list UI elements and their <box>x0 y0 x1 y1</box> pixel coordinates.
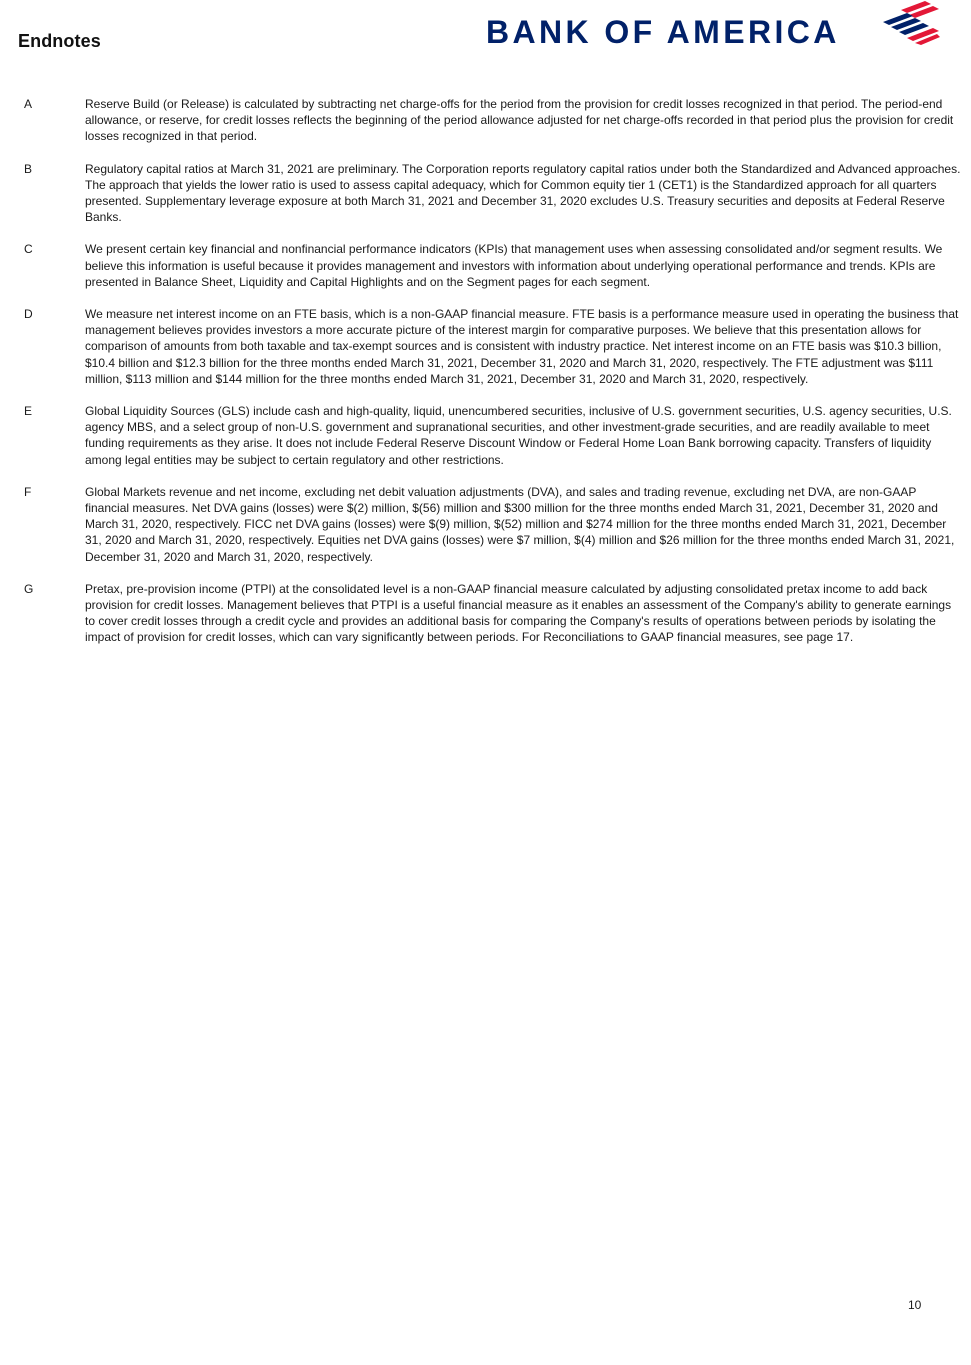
endnote-text: Global Liquidity Sources (GLS) include cash and high-quality, liquid, unencumbered securities, inclusive of U.S. government securities, U.S. agency securities, U.S. agency MBS, and a select group of non-U.S. government and supranational securities, and other investment-grade securities, and are readily available to meet funding requirements as they arise. It does not include Federal Reserve Discount Window or Federal Home Loan Bank borrowing capacity. Transfers of liquidity among legal entities may be subject to certain regulatory and other restrictions. <box>85 404 952 467</box>
endnote-d <box>0 306 971 387</box>
endnote-b <box>0 161 971 226</box>
endnote-letter: A <box>24 97 33 111</box>
flag-logo-icon <box>879 0 941 50</box>
endnote-letter: F <box>24 484 32 499</box>
page-title: Endnotes <box>18 31 101 51</box>
endnote-letter: E <box>24 404 33 419</box>
endnote-c <box>0 241 971 290</box>
page-number: 10 <box>908 1298 922 1312</box>
logo-wordmark: BANK OF AMERICA <box>486 14 840 50</box>
endnote-text: Global Markets revenue and net income, excluding net debit valuation adjustments (DVA), and sales and trading revenue, excluding net DVA, are non-GAAP financial measures. Net DVA gains (losses) were $(2) million, $(56) million and $300 million for the three months ended March 31, 2021, December 31, 2020 and March 31, 2020, respectively. FICC net DVA gains (losses) were $(9) million, $(52) million and $274 million for the three months ended March 31, 2021, December 31, 2020 and March 31, 2020, respectively. Equities net DVA gains (losses) were $7 million, $(4) million and $26 million for the three months ended March 31, 2021, December 31, 2020 and March 31, 2020, respectively. <box>85 484 955 564</box>
endnote-text: We measure net interest income on an FTE basis, which is a non-GAAP financial measure. FTE basis is a performance measure used in operating the business that management believes provides investors a more accurate picture of the interest margin for comparative purposes. We believe that this presentation allows for comparison of amounts from both taxable and tax-exempt sources and is consistent with industry practice. Net interest income on an FTE basis was $10.3 billion, $10.4 billion and $12.3 billion for the three months ended March 31, 2021, December 31, 2020 and March 31, 2020, respectively. The FTE adjustment was $111 million, $113 million and $144 million for the three months ended March 31, 2021, December 31, 2020 and March 31, 2020, respectively. <box>85 307 959 386</box>
endnote-text: Pretax, pre-provision income (PTPI) at the consolidated level is a non-GAAP financial measure calculated by adjusting consolidated pretax income to add back provision for credit losses. Management believes that PTPI is a useful financial measure as it enables an assessment of the Company's ability to generate earnings to cover credit losses through a credit cycle and provides an additional basis for comparing the Company's results of operations between periods by isolating the impact of provision for credit losses, which can vary significantly between periods. For Reconciliations to GAAP financial measures, see page 17. <box>85 581 952 645</box>
endnote-letter: D <box>24 307 33 322</box>
endnote-e <box>0 403 971 468</box>
endnote-text: Regulatory capital ratios at March 31, 2021 are preliminary. The Corporation reports regulatory capital ratios under both the Standardized and Advanced approaches. The approach that yields the lower ratio is used to assess capital adequacy, which for Common equity tier 1 (CET1) is the Standardized approach for all quarters presented. Supplementary leverage exposure at both March 31, 2021 and December 31, 2020 excludes U.S. Treasury securities and deposits at Federal Reserve Banks. <box>85 161 961 225</box>
endnotes-list <box>0 96 971 662</box>
endnote-text: We present certain key financial and nonfinancial performance indicators (KPIs) that management uses when assessing consolidated and/or segment results. We believe this information is useful because it provides management and investors with information about underlying operational performance and trends. KPIs are presented in Balance Sheet, Liquidity and Capital Highlights and on the Segment pages for each segment. <box>85 242 943 289</box>
endnote-letter: C <box>24 242 33 257</box>
endnote-letter: B <box>24 161 33 176</box>
endnote-g <box>0 581 971 646</box>
endnote-a <box>0 96 971 145</box>
bank-of-america-logo <box>486 0 956 52</box>
endnote-text: Reserve Build (or Release) is calculated by subtracting net charge-offs for the period from the provision for credit losses recognized in that period. The period-end allowance, or reserve, for credit losses reflects the beginning of the period allowance adjusted for net charge-offs recorded in that period plus the provision for credit losses recognized in that period. <box>85 97 954 144</box>
endnote-f <box>0 484 971 565</box>
endnote-letter: G <box>24 581 34 596</box>
